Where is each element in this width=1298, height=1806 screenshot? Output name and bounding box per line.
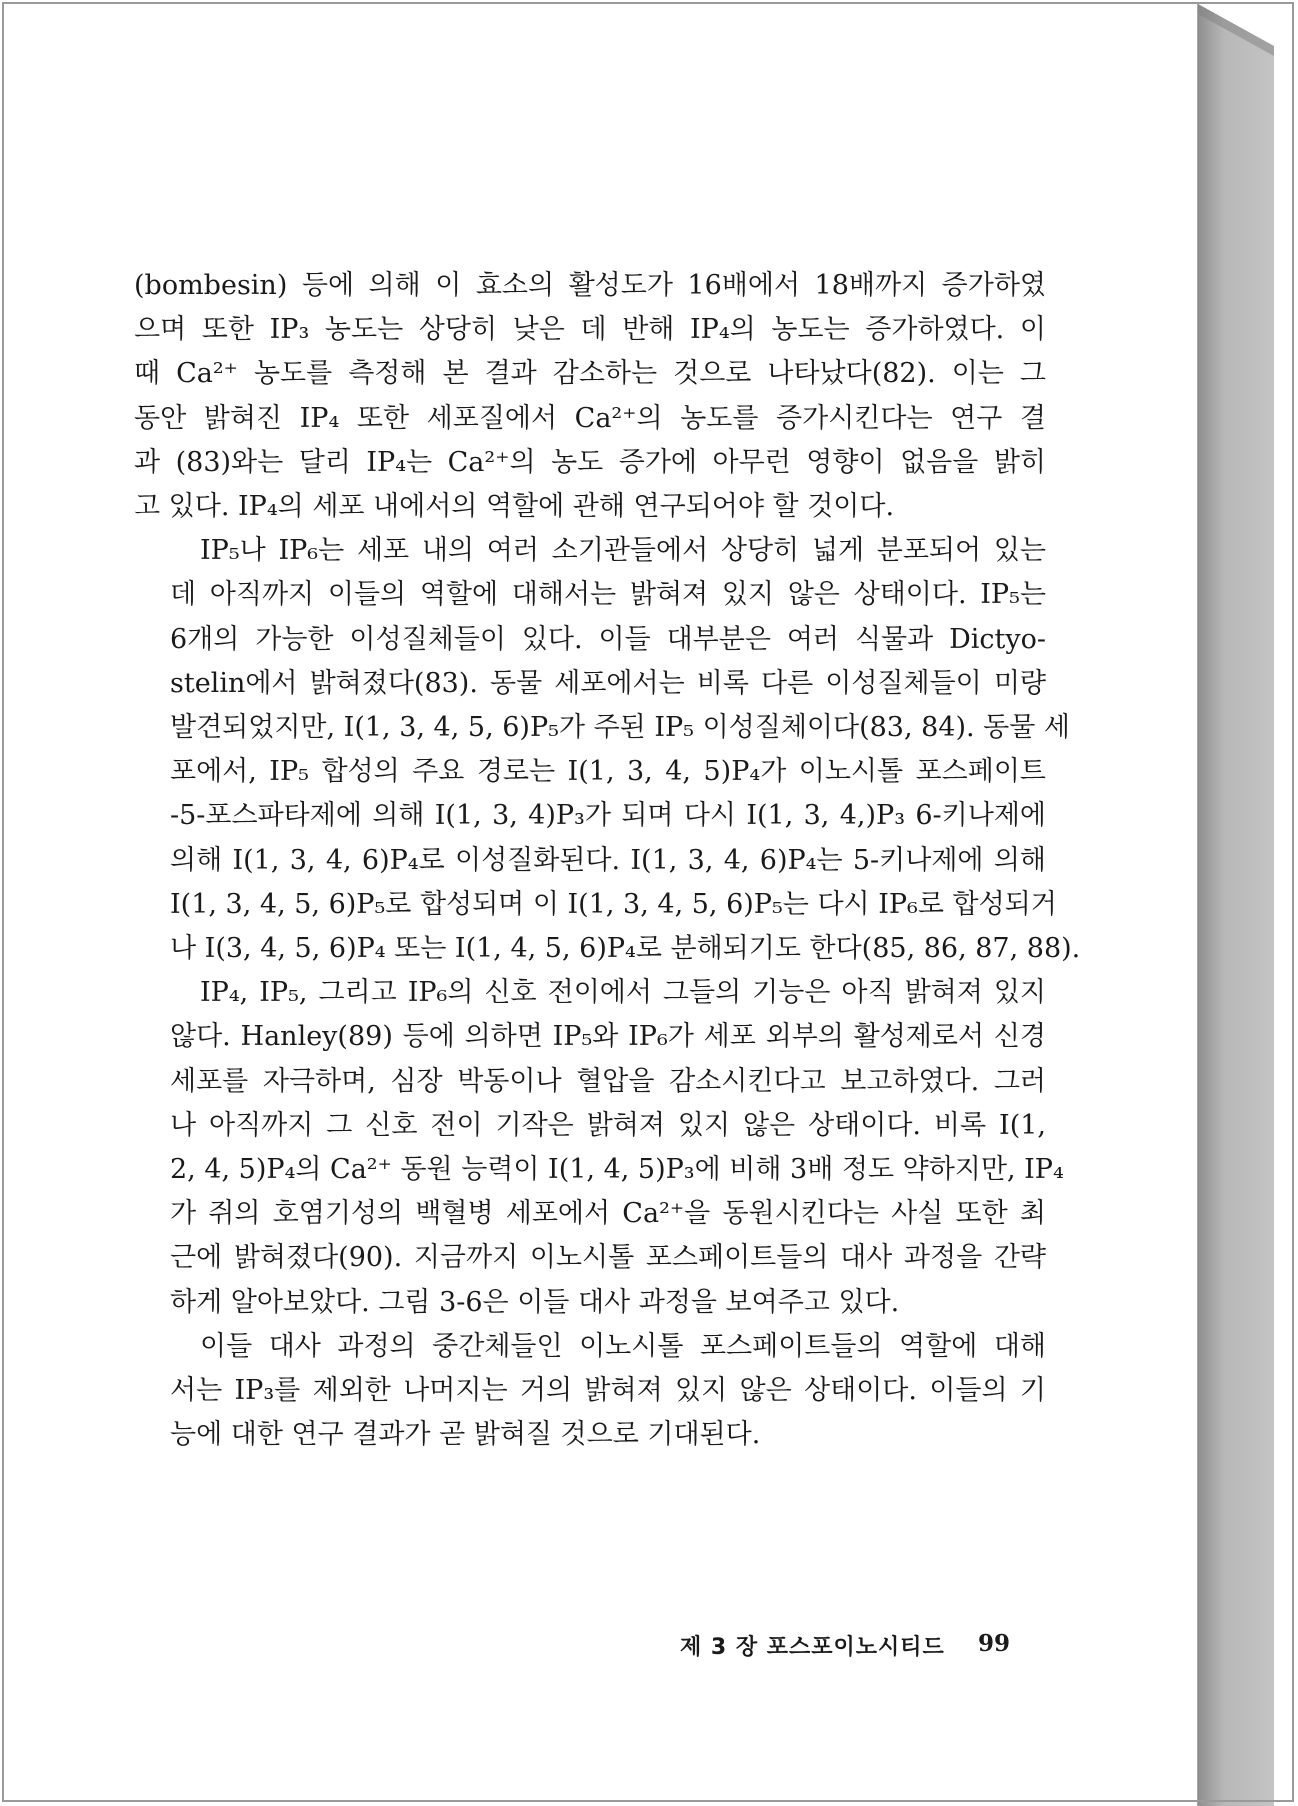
text-line: 발견되었지만, I(1, 3, 4, 5, 6)P₅가 주된 IP₅ 이성질체이다(83, 84). 동물 세 [170, 712, 1071, 744]
text-line: 나 아직까지 그 신호 전이 기작은 밝혀져 있지 않은 상태이다. 비록 I(1, [170, 1109, 1046, 1141]
paragraph [134, 264, 1046, 529]
paragraph [134, 529, 1081, 971]
text-line: 의해 I(1, 3, 4, 6)P₄로 이성질화된다. I(1, 3, 4, 6)P₄는 5-키나제에 의해 [170, 844, 1046, 876]
text-line: 세포를 자극하며, 심장 박동이나 혈압을 감소시킨다고 보고하였다. 그러 [170, 1065, 1046, 1097]
page-footer [680, 1630, 1010, 1666]
text-line: 포에서, IP₅ 합성의 주요 경로는 I(1, 3, 4, 5)P₄가 이노시톨 포스페이트 [170, 756, 1046, 788]
text-line: stelin에서 밝혀졌다(83). 동물 세포에서는 비록 다른 이성질체들이 미량 [170, 667, 1046, 699]
text-line: 으며 또한 IP₃ 농도는 상당히 낮은 데 반해 IP₄의 농도는 증가하였다. 이 [134, 314, 1046, 346]
text-line: 이들 대사 과정의 중간체들인 이노시톨 포스페이트들의 역할에 대해 [200, 1330, 1046, 1362]
text-line: 능에 대한 연구 결과가 곧 밝혀질 것으로 기대된다. [170, 1419, 761, 1451]
text-line: 근에 밝혀졌다(90). 지금까지 이노시톨 포스페이트들의 대사 과정을 간략 [170, 1242, 1046, 1274]
text-line: 때 Ca²⁺ 농도를 측정해 본 결과 감소하는 것으로 나타났다(82). 이는 그 [134, 358, 1046, 390]
text-line: IP₄, IP₅, 그리고 IP₆의 신호 전이에서 그들의 기능은 아직 밝혀져 있지 [200, 977, 1046, 1009]
text-line: 2, 4, 5)P₄의 Ca²⁺ 동원 능력이 I(1, 4, 5)P₃에 비해 3배 정도 약하지만, IP₄ [170, 1154, 1064, 1186]
text-line: 과 (83)와는 달리 IP₄는 Ca²⁺의 농도 증가에 아무런 영향이 없음을 밝히 [134, 446, 1046, 478]
text-line: 6개의 가능한 이성질체들이 있다. 이들 대부분은 여러 식물과 Dictyo- [170, 623, 1046, 655]
text-line: IP₅나 IP₆는 세포 내의 여러 소기관들에서 상당히 넓게 분포되어 있는 [200, 535, 1046, 567]
text-line: 서는 IP₃를 제외한 나머지는 거의 밝혀져 있지 않은 상태이다. 이들의 기 [170, 1375, 1046, 1407]
text-line: -5-포스파타제에 의해 I(1, 3, 4)P₃가 되며 다시 I(1, 3, 4,)P₃ 6-키나제에 [170, 800, 1046, 832]
body-text [134, 264, 1081, 1457]
page-number: 99 [977, 1630, 1010, 1657]
text-line: 않다. Hanley(89) 등에 의하면 IP₅와 IP₆가 세포 외부의 활성제로서 신경 [170, 1021, 1046, 1053]
text-line: 데 아직까지 이들의 역할에 대해서는 밝혀져 있지 않은 상태이다. IP₅는 [170, 579, 1046, 611]
text-line: 나 I(3, 4, 5, 6)P₄ 또는 I(1, 4, 5, 6)P₄로 분해되기도 한다(85, 86, 87, 88). [170, 933, 1081, 965]
text-line: 고 있다. IP₄의 세포 내에서의 역할에 관해 연구되어야 할 것이다. [134, 491, 895, 523]
text-line: I(1, 3, 4, 5, 6)P₅로 합성되며 이 I(1, 3, 4, 5, 6)P₅는 다시 IP₆로 합성되거 [170, 888, 1057, 920]
text-line: 동안 밝혀진 IP₄ 또한 세포질에서 Ca²⁺의 농도를 증가시킨다는 연구 결 [134, 402, 1046, 434]
text-line: (bombesin) 등에 의해 이 효소의 활성도가 16배에서 18배까지 증가하였 [134, 270, 1046, 301]
chapter-title: 제 3 장 포스포이노시티드 [680, 1635, 945, 1660]
paragraph [134, 1325, 1046, 1458]
paragraph [134, 971, 1064, 1325]
text-line: 가 쥐의 호염기성의 백혈병 세포에서 Ca²⁺을 동원시킨다는 사실 또한 최 [170, 1198, 1046, 1230]
text-line: 하게 알아보았다. 그림 3-6은 이들 대사 과정을 보여주고 있다. [170, 1286, 900, 1318]
